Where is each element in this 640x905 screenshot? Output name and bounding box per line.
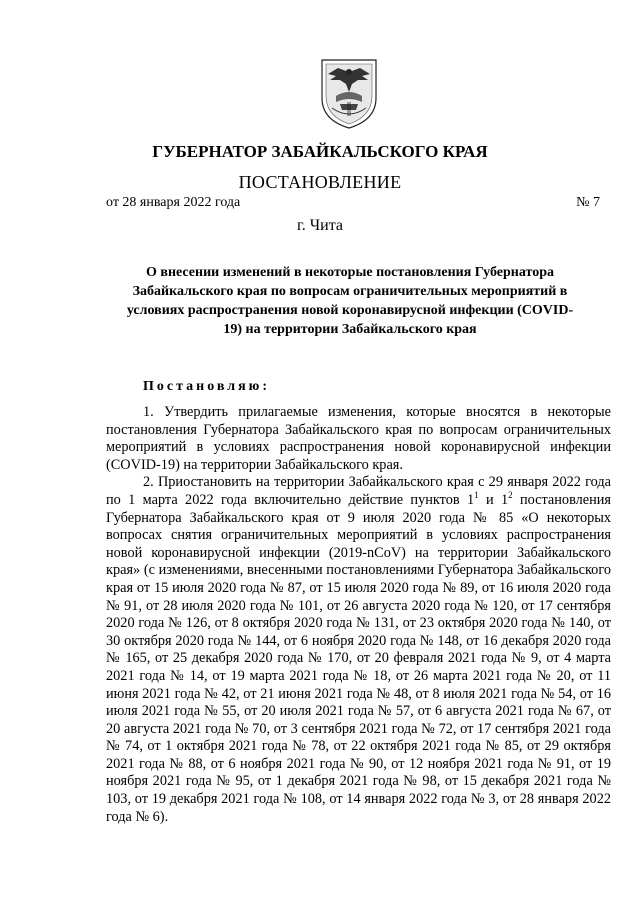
document-date: от 28 января 2022 года xyxy=(106,195,241,210)
paragraph-2-rest: постановления Губернатора Забайкальского края от 9 июля 2020 года № 85 «О некоторых вопросах снятия ограничительных мероприятий в условиях распространения новой коронавирусной инфекции (2019-nCoV) на территории Забайкальского края» (с изменениями, внесенными постановлениями Губернатора Забайкальского края от 15 июля 2020 года № 87, от 15 июля 2020 года № 89, от 16 июля 2020 года № 91, от 28 июля 2020 года № 101, от 26 августа 2020 года № 120, от 17 сентября 2020 года № 126, от 8 октября 2020 года № 131, от 23 октября 2020 года № 140, от 30 октября 2020 года № 144, от 6 ноября 2020 года № 148, от 16 декабря 2020 года № 165, от 25 декабря 2020 года № 170, от 20 февраля 2021 года № 9, от 4 марта 2021 года № 14, от 19 марта 2021 года № 18, от 26 марта 2021 года № 20, от 11 июня 2021 года № 42, от 21 июня 2021 года № 48, от 8 июля 2021 года № 54, от 16 июля 2021 года № 55, от 20 июля 2021 года № 57, от 6 августа 2021 года № 67, от 20 августа 2021 года № 70, от 3 сентября 2021 года № 72, от 17 сентября 2021 года № 74, от 1 октября 2021 года № 78, от 22 октября 2021 года № 85, от 29 октября 2021 года № 88, от 6 ноября 2021 года № 90, от 12 ноября 2021 года № 91, от 19 ноября 2021 года № 95, от 1 декабря 2021 года № 98, от 15 декабря 2021 года № 103, от 19 декабря 2021 года № 108, от 14 января 2022 года № 3, от 28 января 2022 года № 6). xyxy=(106,491,611,825)
document-city: г. Чита xyxy=(296,217,343,234)
superscript-2: 2 xyxy=(508,490,513,501)
issuer-title: ГУБЕРНАТОР ЗАБАЙКАЛЬСКОГО КРАЯ xyxy=(152,142,488,161)
document-body xyxy=(106,404,611,826)
coat-of-arms-emblem xyxy=(318,58,380,130)
paragraph-2-start: 2. Приостановить на территории Забайкальского края с 29 января 2022 года по 1 марта 2022 года включительно действие пунктов 1 xyxy=(106,474,611,508)
superscript-1: 1 xyxy=(474,490,479,501)
document-type: ПОСТАНОВЛЕНИЕ xyxy=(238,172,402,192)
document-number: № 7 xyxy=(576,195,600,210)
paragraph-2-and: и 1 xyxy=(478,491,509,508)
decree-heading: Постановляю: xyxy=(143,379,271,394)
paragraph-1: 1. Утвердить прилагаемые изменения, которые вносятся в некоторые постановления Губернатора Забайкальского края по вопросам ограничительных мероприятий в условиях распространения новой коронавирусной инфекции (COVID-19) на территории Забайкальского края. xyxy=(106,404,611,473)
paragraph-2 xyxy=(106,474,611,826)
document-title: О внесении изменений в некоторые постановления Губернатора Забайкальского края по вопросам ограничительных мероприятий в условиях распространения новой коронавирусной инфекции (COVID-19) на территории Забайкальского края xyxy=(126,265,574,337)
